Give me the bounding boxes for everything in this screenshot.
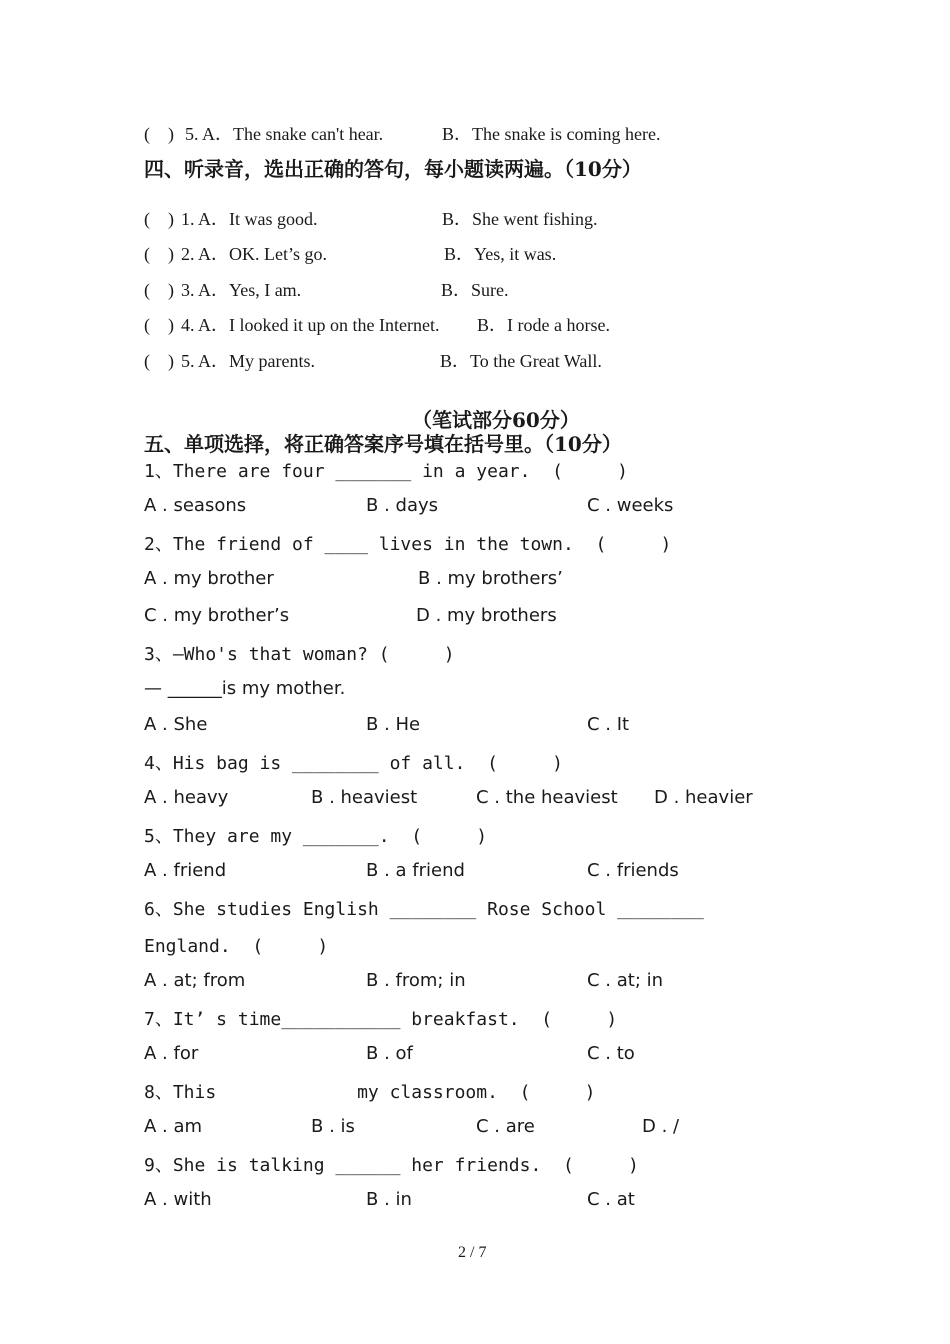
- s5-q9-option-a: A . with: [144, 1189, 212, 1210]
- s4-q4-option-a: 4. A．I looked it up on the Internet.: [181, 315, 440, 335]
- s4-q2-paren: ( ): [144, 244, 174, 264]
- s5-q3-option-a: A . She: [144, 714, 208, 735]
- s5-q6-option-b: B . from; in: [366, 970, 466, 991]
- s5-q4-stem: 4、His bag is ________ of all. ( ): [144, 753, 563, 774]
- s5-q3-option-c: C . It: [587, 714, 630, 735]
- s5-q8-option-d: D . /: [642, 1116, 680, 1137]
- section4-title: 四、听录音，选出正确的答句，每小题读两遍。（10分）: [144, 157, 642, 181]
- s4-q1-paren: ( ): [144, 209, 174, 229]
- s5-q6-stem-continued: England. ( ): [144, 936, 329, 957]
- s5-q8-option-a: A . am: [144, 1116, 203, 1137]
- s4-q3-option-b: B．Sure.: [441, 280, 509, 300]
- s5-q6-option-a: A . at; from: [144, 970, 246, 991]
- s4-q1-option-b: B．She went fishing.: [442, 209, 598, 229]
- s5-q1-option-a: A . seasons: [144, 495, 247, 516]
- s4-q2-option-a: 2. A．OK. Let’s go.: [181, 244, 327, 264]
- listening-q5-paren: ( ): [144, 124, 174, 144]
- s5-q4-option-b: B . heaviest: [311, 787, 418, 808]
- s5-q3-option-b: B . He: [366, 714, 421, 735]
- page-number: 2 / 7: [458, 1244, 487, 1261]
- s4-q1-option-a: 1. A．It was good.: [181, 209, 318, 229]
- s5-q9-stem: 9、She is talking ______ her friends. ( ): [144, 1155, 639, 1176]
- s5-q1-stem: 1、There are four _______ in a year. ( ): [144, 461, 628, 482]
- s5-q8-stem: 8、This my classroom. ( ): [144, 1082, 596, 1103]
- s4-q4-paren: ( ): [144, 315, 174, 335]
- listening-q5-option-b: B．The snake is coming here.: [442, 124, 661, 144]
- s5-q7-option-a: A . for: [144, 1043, 199, 1064]
- s4-q5-paren: ( ): [144, 351, 174, 371]
- s5-q2-option-b: B . my brothers’: [418, 568, 563, 589]
- s4-q3-option-a: 3. A．Yes, I am.: [181, 280, 302, 300]
- s5-q1-option-b: B . days: [366, 495, 438, 516]
- s4-q2-option-b: B．Yes, it was.: [444, 244, 557, 264]
- s5-q4-option-c: C . the heaviest: [476, 787, 618, 808]
- s5-q1-option-c: C . weeks: [587, 495, 674, 516]
- s5-q9-option-c: C . at: [587, 1189, 635, 1210]
- s5-q3-answer-line: — ______is my mother.: [144, 678, 346, 699]
- s5-q7-option-c: C . to: [587, 1043, 635, 1064]
- s5-q8-option-c: C . are: [476, 1116, 535, 1137]
- s4-q3-paren: ( ): [144, 280, 174, 300]
- s4-q4-option-b: B．I rode a horse.: [477, 315, 610, 335]
- s5-q2-option-d: D . my brothers: [416, 605, 557, 626]
- s5-q4-option-a: A . heavy: [144, 787, 229, 808]
- s5-q5-option-a: A . friend: [144, 860, 227, 881]
- s5-q7-stem: 7、It’ s time___________ breakfast. ( ): [144, 1009, 618, 1030]
- s5-q5-option-b: B . a friend: [366, 860, 465, 881]
- s5-q2-option-a: A . my brother: [144, 568, 274, 589]
- s5-q9-option-b: B . in: [366, 1189, 412, 1210]
- s5-q8-option-b: B . is: [311, 1116, 355, 1137]
- s5-q5-stem: 5、They are my _______. ( ): [144, 826, 488, 847]
- s5-q3-stem: 3、—Who's that woman? ( ): [144, 644, 455, 665]
- section5-title: 五、单项选择，将正确答案序号填在括号里。（10分）: [144, 432, 622, 456]
- s5-q2-stem: 2、The friend of ____ lives in the town. ( ): [144, 534, 672, 555]
- s5-q6-stem: 6、She studies English ________ Rose School ________: [144, 899, 704, 920]
- s5-q4-option-d: D . heavier: [654, 787, 753, 808]
- s5-q2-option-c: C . my brother’s: [144, 605, 290, 626]
- s5-q6-option-c: C . at; in: [587, 970, 664, 991]
- listening-q5-option-a: 5. A．The snake can't hear.: [185, 124, 384, 144]
- written-part-title: （笔试部分60分）: [412, 408, 580, 432]
- s4-q5-option-a: 5. A．My parents.: [181, 351, 315, 371]
- s5-q7-option-b: B . of: [366, 1043, 413, 1064]
- s5-q5-option-c: C . friends: [587, 860, 679, 881]
- s4-q5-option-b: B．To the Great Wall.: [440, 351, 602, 371]
